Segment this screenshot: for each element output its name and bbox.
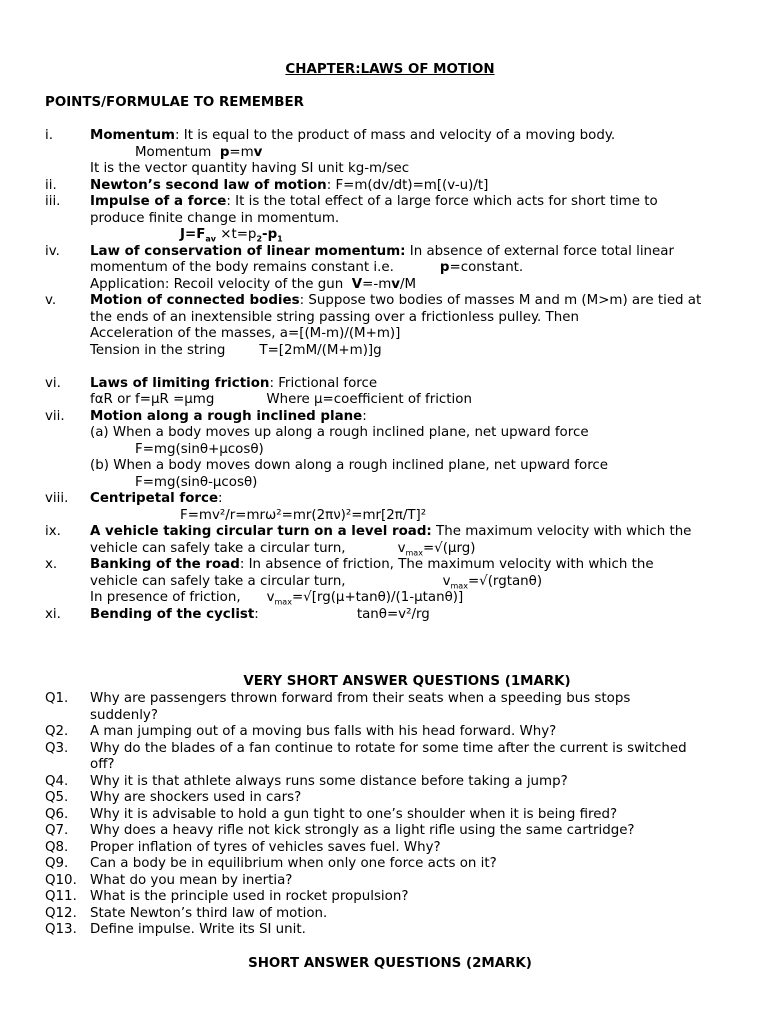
points-list bbox=[45, 128, 735, 623]
point-line bbox=[90, 277, 735, 294]
point-number: vi. bbox=[45, 375, 61, 391]
point-limiting-friction bbox=[45, 376, 735, 409]
question-item bbox=[45, 807, 735, 824]
point-line bbox=[90, 524, 735, 541]
point-text: fαR or f=μR =μmg bbox=[90, 392, 215, 407]
formula-line bbox=[90, 227, 735, 244]
point-text: : Suppose two bodies of masses M and m (M>m) are tied at bbox=[299, 293, 702, 308]
point-level-road bbox=[45, 524, 735, 557]
point-line bbox=[90, 376, 735, 393]
formula-text: tanθ=v²/rg bbox=[356, 606, 430, 622]
formula-line: F=mv²/r=mrω²=mr(2πν)²=mr[2π/T]² bbox=[180, 507, 427, 523]
formula-subscript: max bbox=[405, 548, 423, 558]
point-text: In presence of friction, bbox=[90, 590, 241, 605]
formula-symbol: v bbox=[253, 144, 263, 160]
question-text: Why does a heavy rifle not kick strongly as a light rifle using the same cartridge? bbox=[90, 823, 635, 838]
point-line: produce finite change in momentum. bbox=[90, 210, 340, 226]
point-line bbox=[90, 343, 735, 360]
point-text: : bbox=[254, 606, 259, 622]
question-text: Why do the blades of a fan continue to rotate for some time after the current is switched bbox=[90, 740, 687, 756]
point-banking-road bbox=[45, 557, 735, 607]
formula-text: =-m bbox=[362, 276, 392, 292]
formula-text: /M bbox=[399, 276, 417, 292]
question-item bbox=[45, 724, 735, 741]
point-number: x. bbox=[45, 557, 58, 572]
formula-text: =√(μrg) bbox=[422, 540, 476, 556]
formula-text: =constant. bbox=[449, 260, 524, 275]
point-text: vehicle can safely take a circular turn, bbox=[90, 573, 346, 589]
point-inclined-plane bbox=[45, 409, 735, 492]
question-text: A man jumping out of a moving bus falls with his head forward. Why? bbox=[90, 724, 557, 739]
point-impulse bbox=[45, 194, 735, 244]
point-centripetal-force bbox=[45, 491, 735, 524]
question-item bbox=[45, 906, 735, 923]
point-line: (a) When a body moves up along a rough inclined plane, net upward force bbox=[90, 425, 589, 440]
question-text: State Newton’s third law of motion. bbox=[90, 905, 328, 921]
point-newton-second-law bbox=[45, 178, 735, 195]
point-text: momentum of the body remains constant i.e. bbox=[90, 260, 394, 275]
formula-symbol: v bbox=[391, 276, 400, 292]
point-line: the ends of an inextensible string passing over a frictionless pulley. Then bbox=[90, 309, 579, 325]
points-heading: POINTS/FORMULAE TO REMEMBER bbox=[45, 95, 304, 110]
formula-subscript: 1 bbox=[277, 234, 283, 244]
point-text: vehicle can safely take a circular turn, bbox=[90, 540, 346, 556]
point-line bbox=[90, 557, 735, 574]
question-text: suddenly? bbox=[90, 707, 158, 723]
chapter-title: CHAPTER:LAWS OF MOTION bbox=[285, 62, 495, 77]
question-text: What is the principle used in rocket propulsion? bbox=[90, 889, 409, 904]
formula-symbol: p bbox=[439, 260, 450, 275]
point-line bbox=[90, 392, 735, 409]
point-line bbox=[90, 574, 735, 591]
formula-subscript: max bbox=[450, 581, 468, 591]
question-number: Q6. bbox=[45, 806, 69, 822]
point-line: (b) When a body moves down along a rough inclined plane, net upward force bbox=[90, 458, 609, 473]
formula-text: =√(rgtanθ) bbox=[467, 573, 543, 589]
question-text: Can a body be in equilibrium when only one force acts on it? bbox=[90, 856, 497, 871]
point-text: : F=m(dv/dt)=m[(v-u)/t] bbox=[326, 177, 489, 193]
point-text: : It is the total effect of a large force which acts for short time to bbox=[226, 194, 658, 209]
point-term: Impulse of a force bbox=[90, 194, 227, 209]
point-number: v. bbox=[45, 293, 57, 308]
formula-symbol: p bbox=[219, 144, 230, 160]
formula-text: =√[rg(μ+tanθ)/(1-μtanθ)] bbox=[291, 590, 464, 605]
point-number: vii. bbox=[45, 408, 65, 424]
point-term: Motion of connected bodies bbox=[90, 293, 300, 308]
point-text: In absence of external force total linear bbox=[405, 243, 674, 259]
formula-symbol: V bbox=[351, 276, 363, 292]
formula-text: v bbox=[397, 540, 406, 556]
point-line bbox=[90, 244, 735, 261]
question-item bbox=[45, 889, 735, 906]
question-text: Why are passengers thrown forward from their seats when a speeding bus stops bbox=[90, 691, 631, 706]
point-conservation-momentum bbox=[45, 244, 735, 294]
question-text: Why are shockers used in cars? bbox=[90, 790, 302, 805]
question-item bbox=[45, 840, 735, 857]
formula-text: J=F bbox=[180, 227, 206, 242]
formula-line: F=mg(sinθ-μcosθ) bbox=[135, 474, 258, 490]
point-number: ix. bbox=[45, 524, 61, 539]
question-number: Q3. bbox=[45, 740, 69, 756]
formula-line: F=mg(sinθ+μcosθ) bbox=[135, 441, 264, 457]
question-text: off? bbox=[90, 757, 115, 772]
formula-subscript: 2 bbox=[256, 234, 263, 244]
point-line bbox=[90, 293, 735, 310]
saq-heading: SHORT ANSWER QUESTIONS (2MARK) bbox=[248, 956, 532, 971]
point-term: Law of conservation of linear momentum: bbox=[90, 243, 406, 259]
point-number: i. bbox=[45, 128, 53, 143]
point-connected-bodies bbox=[45, 293, 735, 359]
point-term: Newton’s second law of motion bbox=[90, 177, 327, 193]
question-text: Proper inflation of tyres of vehicles saves fuel. Why? bbox=[90, 839, 441, 855]
point-text: : It is equal to the product of mass and velocity of a moving body. bbox=[174, 128, 616, 143]
vsaq-heading: VERY SHORT ANSWER QUESTIONS (1MARK) bbox=[243, 674, 571, 689]
point-number: ii. bbox=[45, 177, 57, 193]
question-number: Q10. bbox=[45, 872, 77, 888]
question-item bbox=[45, 691, 735, 724]
point-line bbox=[90, 541, 735, 558]
point-text: : Frictional force bbox=[269, 375, 378, 391]
point-line bbox=[90, 409, 735, 426]
point-line bbox=[90, 178, 735, 195]
formula-text: T=[2mM/(M+m)]g bbox=[259, 342, 382, 358]
point-number: viii. bbox=[45, 491, 69, 506]
question-text: Why it is advisable to hold a gun tight to one’s shoulder when it is being fired? bbox=[90, 806, 618, 822]
point-line bbox=[90, 607, 735, 624]
point-number: xi. bbox=[45, 606, 61, 622]
question-number: Q9. bbox=[45, 856, 69, 871]
formula-text: =m bbox=[229, 144, 254, 160]
question-number: Q11. bbox=[45, 889, 77, 904]
point-term: Motion along a rough inclined plane bbox=[90, 408, 363, 424]
question-number: Q8. bbox=[45, 839, 69, 855]
question-list bbox=[45, 691, 735, 939]
point-line bbox=[90, 260, 735, 277]
formula-text: ×t=p bbox=[215, 227, 257, 242]
point-number: iv. bbox=[45, 243, 60, 259]
point-term: Laws of limiting friction bbox=[90, 375, 270, 391]
point-term: Momentum bbox=[90, 128, 175, 143]
question-number: Q7. bbox=[45, 823, 69, 838]
question-item bbox=[45, 774, 735, 791]
question-text: What do you mean by inertia? bbox=[90, 872, 293, 888]
question-item bbox=[45, 741, 735, 774]
question-item bbox=[45, 856, 735, 873]
point-text: : In absence of friction, The maximum velocity with which the bbox=[239, 557, 654, 572]
formula-text: -p bbox=[262, 227, 278, 242]
formula-text: v bbox=[266, 590, 275, 605]
question-number: Q4. bbox=[45, 773, 69, 789]
question-number: Q13. bbox=[45, 922, 77, 937]
point-term: A vehicle taking circular turn on a level road: bbox=[90, 524, 432, 539]
point-momentum bbox=[45, 128, 735, 178]
point-line: Acceleration of the masses, a=[(M-m)/(M+m)] bbox=[90, 326, 401, 341]
point-line bbox=[90, 491, 735, 508]
question-text: Why it is that athlete always runs some distance before taking a jump? bbox=[90, 773, 568, 789]
point-text: : bbox=[218, 491, 223, 506]
question-number: Q1. bbox=[45, 691, 69, 706]
question-item bbox=[45, 823, 735, 840]
point-text: : bbox=[362, 408, 367, 424]
question-number: Q12. bbox=[45, 905, 77, 921]
point-line: It is the vector quantity having SI unit kg-m/sec bbox=[90, 161, 410, 176]
point-text: Tension in the string bbox=[90, 342, 226, 358]
point-text: Where μ=coefficient of friction bbox=[266, 392, 472, 407]
point-term: Centripetal force bbox=[90, 491, 219, 506]
formula-subscript: av bbox=[205, 234, 216, 244]
formula-text: v bbox=[442, 573, 451, 589]
point-term: Bending of the cyclist bbox=[90, 606, 255, 622]
point-text: Application: Recoil velocity of the gun bbox=[90, 276, 344, 292]
question-item bbox=[45, 790, 735, 807]
point-line bbox=[90, 590, 735, 607]
question-text: Define impulse. Write its SI unit. bbox=[90, 922, 306, 937]
question-item bbox=[45, 873, 735, 890]
point-number: iii. bbox=[45, 194, 61, 209]
point-term: Banking of the road bbox=[90, 557, 240, 572]
point-text: The maximum velocity with which the bbox=[431, 524, 692, 539]
point-bending-cyclist bbox=[45, 607, 735, 624]
question-number: Q2. bbox=[45, 724, 69, 739]
formula-text: Momentum bbox=[135, 144, 212, 160]
formula-line bbox=[90, 145, 735, 162]
question-number: Q5. bbox=[45, 790, 69, 805]
formula-subscript: max bbox=[274, 597, 292, 607]
question-item bbox=[45, 922, 735, 939]
point-line bbox=[90, 194, 735, 211]
point-line bbox=[90, 128, 735, 145]
